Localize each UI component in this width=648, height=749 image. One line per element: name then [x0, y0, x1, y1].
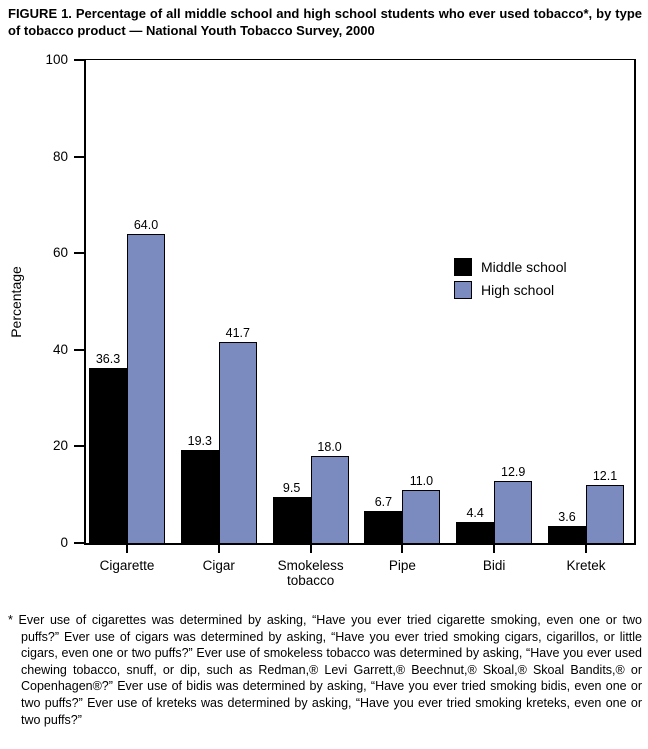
y-tick-label-40: 40	[52, 341, 68, 357]
bar-smokeless-tobacco-high-school	[311, 456, 349, 543]
bar-value-kretek-high-school: 12.1	[592, 468, 618, 483]
bar-bidi-high-school	[494, 481, 532, 543]
y-tick-label-100: 100	[45, 52, 68, 67]
y-tick-100	[74, 59, 84, 61]
footnote: * Ever use of cigarettes was determined by asking, “Have you ever tried cigarette smoking, even one or two puffs?” Ever use of cigars was determined by asking, “Have you ever tried smoking cigars, cigarillos, or little cigars, even one or two puffs?” Ever use of smokeless tobacco was determined by asking, “Have you ever used chewing tobacco, snuff, or dip, such as Redman,® Levi Garrett,® Beechnut,® Skoal,® Skoal Bandits,® or Copenhagen®?” Ever use of bidis was determined by asking, “Have you ever tried smoking bidis, even one or two puffs?” Ever use of kreteks was determined by asking, “Have you ever tried smoking kreteks, even one or two puffs?”	[8, 613, 642, 727]
bar-value-cigar-high-school: 41.7	[225, 325, 250, 340]
x-label-bidi: Bidi	[482, 558, 506, 573]
x-axis	[84, 545, 636, 605]
x-label-cigarette: Cigarette	[99, 558, 155, 573]
bar-value-smokeless-tobacco-middle-school: 9.5	[282, 481, 301, 496]
bar-cigarette-high-school	[127, 234, 165, 543]
y-tick-60	[74, 252, 84, 254]
y-tick-label-60: 60	[52, 245, 68, 261]
bar-value-smokeless-tobacco-high-school: 18.0	[317, 440, 342, 455]
bar-pipe-middle-school	[364, 511, 402, 543]
figure-title: FIGURE 1. Percentage of all middle school and high school students who ever used tobacco*, by type of tobacco product — National Youth Tobacco Survey, 2000	[8, 6, 642, 38]
y-tick-80	[74, 156, 84, 158]
bar-cigar-middle-school	[181, 450, 219, 543]
y-tick-20	[74, 445, 84, 447]
legend	[454, 258, 567, 304]
legend-label-high-school: High school	[481, 281, 555, 298]
bar-value-cigarette-high-school: 64.0	[133, 217, 159, 232]
bar-value-bidi-high-school: 12.9	[501, 464, 526, 479]
legend-item-middle-school	[454, 258, 567, 276]
x-label-cigar: Cigar	[202, 558, 235, 573]
legend-swatch-high-school	[454, 281, 472, 299]
bar-value-cigar-middle-school: 19.3	[187, 433, 212, 448]
legend-label-middle-school: Middle school	[481, 258, 567, 275]
bar-value-bidi-middle-school: 4.4	[466, 505, 484, 520]
x-tick-cigarette	[126, 545, 128, 553]
legend-item-high-school	[454, 281, 567, 299]
y-axis	[0, 52, 84, 550]
x-tick-bidi	[493, 545, 495, 553]
plot-area	[84, 59, 636, 545]
x-label-kretek: Kretek	[566, 558, 606, 573]
x-tick-smokeless-tobacco	[310, 545, 312, 553]
bar-kretek-high-school	[586, 485, 624, 543]
x-tick-cigar	[218, 545, 220, 553]
y-tick-label-0: 0	[60, 535, 68, 550]
x-label-smokeless-tobacco: Smokeless tobacco	[277, 558, 344, 588]
x-tick-kretek	[585, 545, 587, 553]
legend-swatch-middle-school	[454, 258, 472, 276]
bar-bidi-middle-school	[456, 522, 494, 543]
x-label-pipe: Pipe	[388, 558, 416, 573]
y-axis-title: Percentage	[8, 266, 24, 338]
x-tick-pipe	[401, 545, 403, 553]
bar-cigar-high-school	[219, 342, 257, 543]
y-tick-label-80: 80	[52, 148, 68, 164]
bar-value-cigarette-middle-school: 36.3	[95, 351, 121, 366]
bar-kretek-middle-school	[548, 526, 586, 543]
y-tick-label-20: 20	[52, 438, 68, 454]
bar-value-pipe-middle-school: 6.7	[374, 494, 393, 509]
bar-cigarette-middle-school	[89, 368, 127, 543]
y-tick-0	[74, 542, 84, 544]
bar-pipe-high-school	[402, 490, 440, 543]
bar-smokeless-tobacco-middle-school	[273, 497, 311, 543]
bar-value-kretek-middle-school: 3.6	[558, 509, 576, 524]
bar-value-pipe-high-school: 11.0	[409, 473, 434, 488]
y-tick-40	[74, 349, 84, 351]
